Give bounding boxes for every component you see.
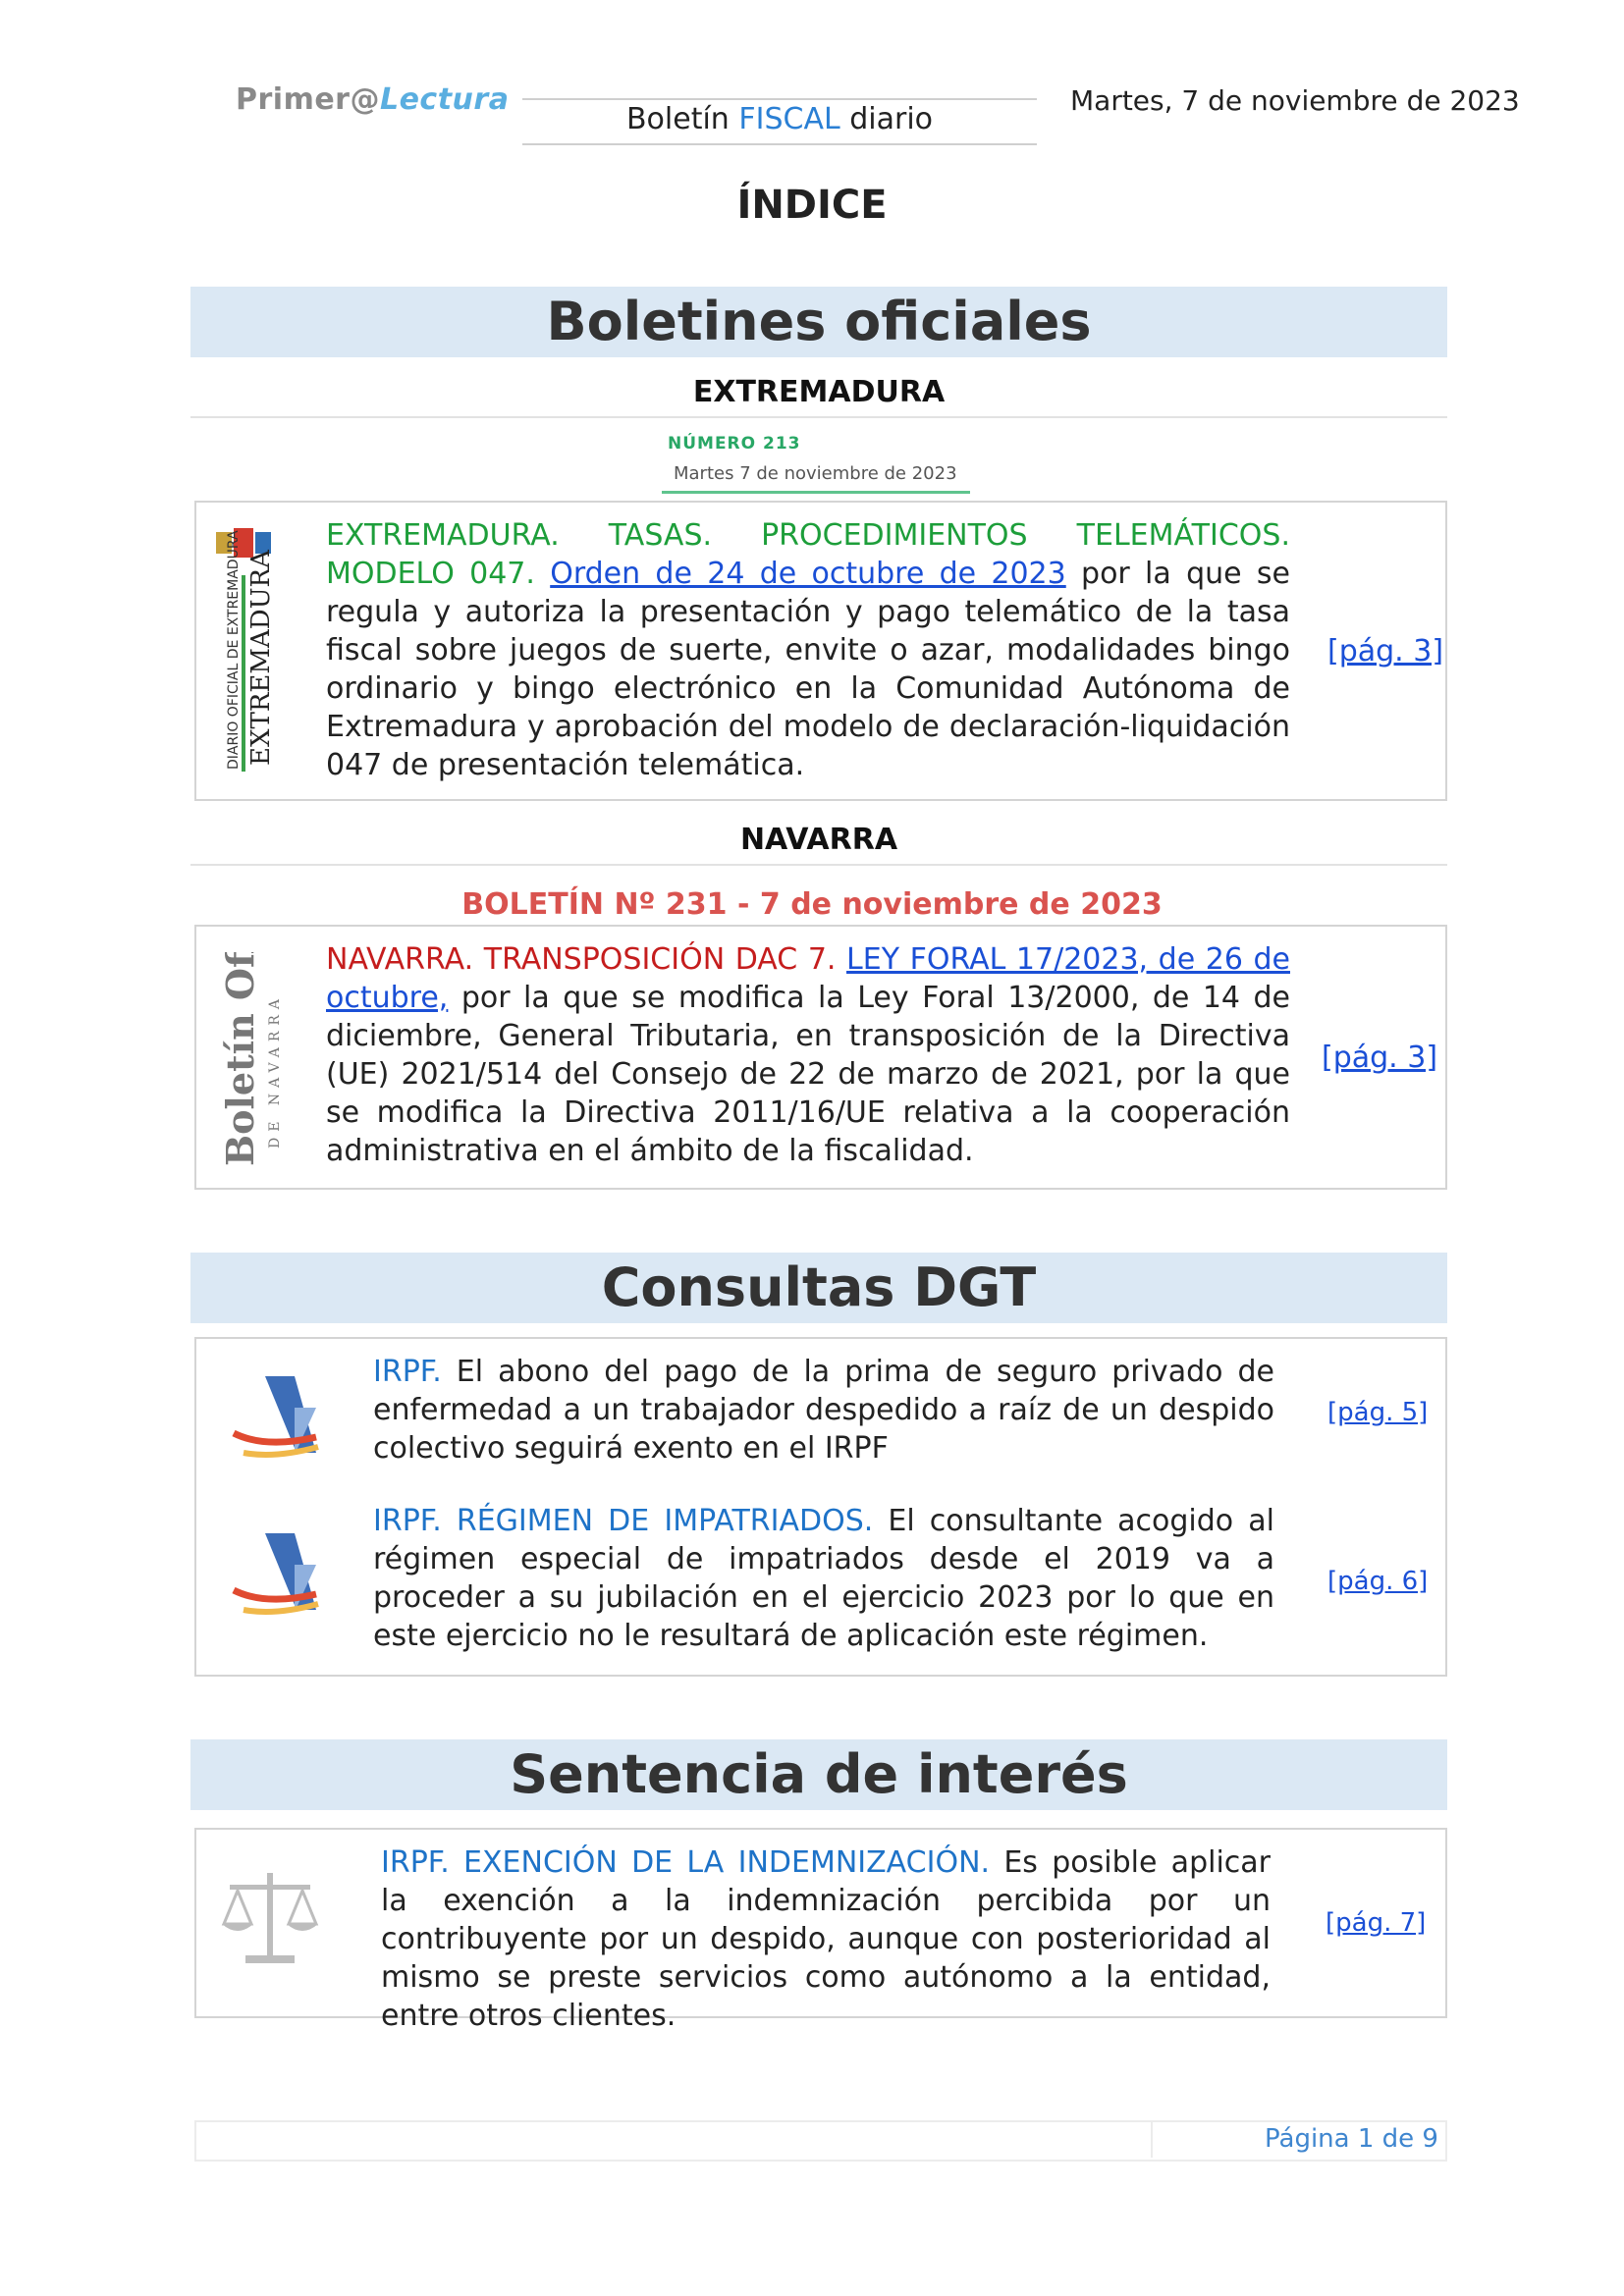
item-link[interactable]: Orden de 24 de octubre de 2023 bbox=[550, 557, 1066, 591]
doe-logo-label: DIARIO OFICIAL DE EXTREMADURA bbox=[226, 530, 242, 770]
consulta-1-text bbox=[373, 1353, 1274, 1468]
item-body: Es posible aplicar la exención a la indemnización percibida por un contribuyente por un despido, aunque con posterioridad al mismo se preste servicios como autónomo a la entidad, entre otros clientes. bbox=[381, 1845, 1271, 2033]
doe-fecha: Martes 7 de noviembre de 2023 bbox=[674, 463, 957, 484]
bon-logo-label: Boletín Oficial bbox=[218, 952, 262, 1166]
divider bbox=[190, 864, 1447, 866]
bulletin-suffix: diario bbox=[839, 102, 934, 136]
scales-icon bbox=[216, 1867, 324, 1975]
item-link[interactable]: LEY FORAL 17/2023, de 26 de octubre, bbox=[326, 942, 1290, 1015]
page-link[interactable]: [pág. 5] bbox=[1327, 1398, 1429, 1427]
bulletin-fiscal: FISCAL bbox=[738, 102, 840, 136]
svg-text:EXTREMADURA: EXTREMADURA bbox=[246, 550, 276, 766]
brand-lectura: Lectura bbox=[379, 82, 510, 117]
page-link[interactable]: [pág. 6] bbox=[1327, 1567, 1429, 1596]
sentencia-text bbox=[381, 1843, 1271, 2035]
item-card-extremadura bbox=[194, 501, 1447, 801]
region-extremadura: EXTREMADURA bbox=[692, 375, 946, 409]
doe-logo bbox=[206, 524, 285, 779]
page-title: ÍNDICE bbox=[736, 183, 888, 228]
item-heading: IRPF. bbox=[373, 1355, 442, 1389]
brand-at: @ bbox=[350, 82, 380, 117]
item-body: por la que se modifica la Ley Foral 13/2000, de 14 de diciembre, General Tributaria, en transposición de la Directiva (UE) 2021/514 del Consejo de 22 de marzo de 2021, por la que se modifica la Directiva 2011/16/UE relativa a la cooperación administrativa en el ámbito de la fiscalidad. bbox=[326, 981, 1290, 1168]
section-sentencia: Sentencia de interés bbox=[190, 1739, 1447, 1810]
footer-frame bbox=[194, 2120, 1447, 2162]
page-link[interactable]: [pág. 3] bbox=[1322, 1041, 1438, 1075]
item-heading: IRPF. EXENCIÓN DE LA INDEMNIZACIÓN. bbox=[381, 1845, 991, 1880]
item-card-navarra bbox=[194, 925, 1447, 1190]
bon-logo bbox=[214, 952, 289, 1170]
region-navarra: NAVARRA bbox=[739, 823, 898, 857]
divider bbox=[190, 416, 1447, 418]
doe-underline bbox=[662, 491, 970, 494]
item-body: El consultante acogido al régimen especial de impatriados desde el 2019 va a proceder a su jubilación en el ejercicio 2023 por lo que en este ejercicio no le resultará de aplicación este régimen. bbox=[373, 1504, 1274, 1653]
footer-separator bbox=[1151, 2120, 1153, 2158]
item-heading: EXTREMADURA. TASAS. PROCEDIMIENTOS TELEMÁTICOS. MODELO 047. bbox=[326, 518, 1290, 591]
bon-bulletin: BOLETÍN Nº 231 - 7 de noviembre de 2023 bbox=[461, 887, 1163, 922]
bon-logo-sub: DE NAVARRA bbox=[267, 992, 283, 1148]
doe-logo-icon bbox=[206, 524, 285, 779]
item-text-navarra bbox=[326, 940, 1290, 1170]
header-date: Martes, 7 de noviembre de 2023 bbox=[1070, 84, 1520, 117]
bulletin-title bbox=[522, 102, 1037, 136]
brand-logo bbox=[236, 82, 509, 117]
item-heading: IRPF. RÉGIMEN DE IMPATRIADOS. bbox=[373, 1504, 874, 1538]
doe-numero: NÚMERO 213 bbox=[668, 434, 801, 454]
item-body: El abono del pago de la prima de seguro privado de enfermedad a un trabajador despedido a raíz de un despido colectivo seguirá exento en el IRPF bbox=[373, 1355, 1274, 1466]
section-consultas: Consultas DGT bbox=[190, 1253, 1447, 1323]
brand-primer: Primer bbox=[236, 82, 351, 117]
page-number: Página 1 de 9 bbox=[1265, 2124, 1438, 2154]
section-boletines: Boletines oficiales bbox=[190, 287, 1447, 357]
item-card-consultas bbox=[194, 1337, 1447, 1677]
aeat-icon bbox=[226, 1364, 334, 1472]
consulta-2-text bbox=[373, 1502, 1274, 1655]
page-link[interactable]: [pág. 3] bbox=[1327, 634, 1444, 668]
item-text-extremadura bbox=[326, 516, 1290, 784]
page-link[interactable]: [pág. 7] bbox=[1326, 1908, 1427, 1938]
aeat-icon bbox=[226, 1522, 334, 1629]
item-heading: NAVARRA. TRANSPOSICIÓN DAC 7. bbox=[326, 942, 837, 977]
bulletin-prefix: Boletín bbox=[625, 102, 739, 136]
bon-logo-icon bbox=[214, 952, 289, 1170]
item-body: por la que se regula y autoriza la presentación y pago telemático de la tasa fiscal sobre juegos de suerte, envite o azar, modalidades bingo ordinario y bingo electrónico en la Comunidad Autónoma de Extremadura y aprobación del modelo de declaración-liquidación 047 de presentación telemática. bbox=[326, 557, 1290, 782]
item-card-sentencia bbox=[194, 1828, 1447, 2033]
